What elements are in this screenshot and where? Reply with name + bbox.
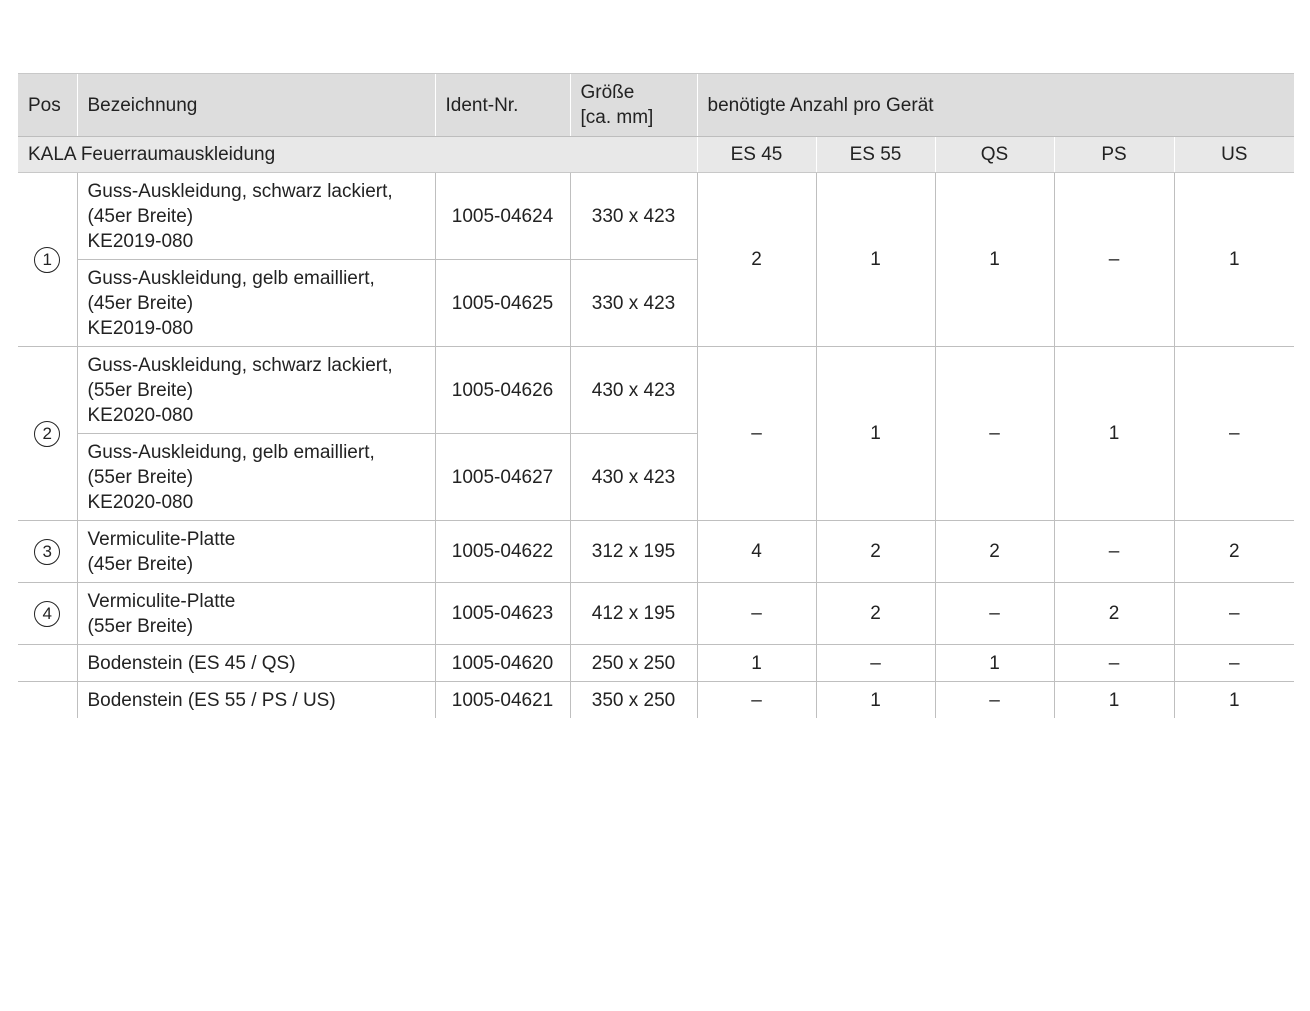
- description-line: (45er Breite): [87, 553, 194, 575]
- ident-cell: 1005-04621: [435, 682, 570, 719]
- header-ident: Ident-Nr.: [435, 74, 570, 137]
- ident-cell: 1005-04620: [435, 645, 570, 682]
- table-row: [18, 682, 1294, 719]
- description-line: (55er Breite): [87, 379, 194, 401]
- count-us: 1: [1174, 173, 1294, 347]
- model-ps: PS: [1054, 137, 1174, 173]
- description-line: Guss-Auskleidung, gelb emailliert,: [87, 267, 375, 289]
- count-us: –: [1174, 347, 1294, 521]
- count-es45: 2: [697, 173, 816, 347]
- section-title: KALA Feuerraumauskleidung: [18, 137, 697, 173]
- header-bezeichnung: Bezeichnung: [77, 74, 435, 137]
- count-es55: –: [816, 645, 935, 682]
- size-cell: 412 x 195: [570, 583, 697, 645]
- count-es55: 2: [816, 583, 935, 645]
- model-qs: QS: [935, 137, 1054, 173]
- count-qs: 1: [935, 173, 1054, 347]
- description-line: KE2019-080: [87, 317, 194, 339]
- count-ps: –: [1054, 173, 1174, 347]
- count-ps: –: [1054, 521, 1174, 583]
- description-line: Guss-Auskleidung, gelb emailliert,: [87, 441, 375, 463]
- description-cell: [77, 583, 435, 645]
- parts-table: [18, 73, 1294, 718]
- model-es55: ES 55: [816, 137, 935, 173]
- model-es45: ES 45: [697, 137, 816, 173]
- description-line: (55er Breite): [87, 615, 194, 637]
- ident-cell: 1005-04626: [435, 347, 570, 434]
- count-es45: –: [697, 347, 816, 521]
- description-line: (45er Breite): [87, 292, 194, 314]
- count-qs: 1: [935, 645, 1054, 682]
- description-line: (45er Breite): [87, 205, 194, 227]
- description-line: KE2019-080: [87, 230, 194, 252]
- count-es45: 1: [697, 645, 816, 682]
- count-us: 2: [1174, 521, 1294, 583]
- subheader-row: [18, 137, 1294, 173]
- pos-number-badge: 1: [34, 247, 60, 273]
- ident-cell: 1005-04627: [435, 434, 570, 521]
- count-us: –: [1174, 583, 1294, 645]
- pos-cell: [18, 583, 77, 645]
- pos-cell: [18, 645, 77, 682]
- description-cell: [77, 347, 435, 434]
- pos-number-badge: 3: [34, 539, 60, 565]
- pos-cell: [18, 682, 77, 719]
- description-line: KE2020-080: [87, 404, 194, 426]
- model-us: US: [1174, 137, 1294, 173]
- size-cell: 350 x 250: [570, 682, 697, 719]
- pos-cell: [18, 173, 77, 347]
- parts-table-container: [18, 73, 1294, 718]
- description-line: Vermiculite-Platte: [87, 528, 236, 550]
- header-anzahl: benötigte Anzahl pro Gerät: [697, 74, 1294, 137]
- count-es55: 1: [816, 682, 935, 719]
- pos-number-badge: 2: [34, 421, 60, 447]
- ident-cell: 1005-04622: [435, 521, 570, 583]
- description-line: (55er Breite): [87, 466, 194, 488]
- count-es45: 4: [697, 521, 816, 583]
- header-groesse-line2: [ca. mm]: [580, 107, 654, 128]
- count-ps: 2: [1054, 583, 1174, 645]
- count-qs: 2: [935, 521, 1054, 583]
- count-ps: 1: [1054, 347, 1174, 521]
- count-es45: –: [697, 682, 816, 719]
- description-line: Bodenstein (ES 45 / QS): [87, 652, 296, 674]
- description-line: Guss-Auskleidung, schwarz lackiert,: [87, 354, 393, 376]
- description-line: Bodenstein (ES 55 / PS / US): [87, 689, 336, 711]
- description-line: Vermiculite-Platte: [87, 590, 236, 612]
- header-row: [18, 74, 1294, 137]
- count-us: 1: [1174, 682, 1294, 719]
- table-row: [18, 347, 1294, 434]
- header-pos: Pos: [18, 74, 77, 137]
- count-qs: –: [935, 347, 1054, 521]
- table-row: [18, 583, 1294, 645]
- pos-number-badge: 4: [34, 601, 60, 627]
- description-cell: [77, 521, 435, 583]
- table-row: [18, 645, 1294, 682]
- count-qs: –: [935, 583, 1054, 645]
- count-es55: 1: [816, 173, 935, 347]
- description-line: KE2020-080: [87, 491, 194, 513]
- pos-cell: [18, 521, 77, 583]
- size-cell: 250 x 250: [570, 645, 697, 682]
- size-cell: 330 x 423: [570, 260, 697, 347]
- size-cell: 430 x 423: [570, 347, 697, 434]
- ident-cell: 1005-04624: [435, 173, 570, 260]
- header-groesse: [570, 74, 697, 137]
- count-ps: 1: [1054, 682, 1174, 719]
- description-cell: [77, 434, 435, 521]
- count-ps: –: [1054, 645, 1174, 682]
- description-cell: [77, 645, 435, 682]
- table-row: [18, 173, 1294, 260]
- pos-cell: [18, 347, 77, 521]
- count-us: –: [1174, 645, 1294, 682]
- header-groesse-line1: Größe: [580, 82, 635, 103]
- count-es55: 1: [816, 347, 935, 521]
- ident-cell: 1005-04623: [435, 583, 570, 645]
- size-cell: 312 x 195: [570, 521, 697, 583]
- table-row: [18, 521, 1294, 583]
- ident-cell: 1005-04625: [435, 260, 570, 347]
- count-es45: –: [697, 583, 816, 645]
- description-cell: [77, 260, 435, 347]
- description-cell: [77, 682, 435, 719]
- description-line: Guss-Auskleidung, schwarz lackiert,: [87, 180, 393, 202]
- size-cell: 330 x 423: [570, 173, 697, 260]
- count-qs: –: [935, 682, 1054, 719]
- size-cell: 430 x 423: [570, 434, 697, 521]
- description-cell: [77, 173, 435, 260]
- count-es55: 2: [816, 521, 935, 583]
